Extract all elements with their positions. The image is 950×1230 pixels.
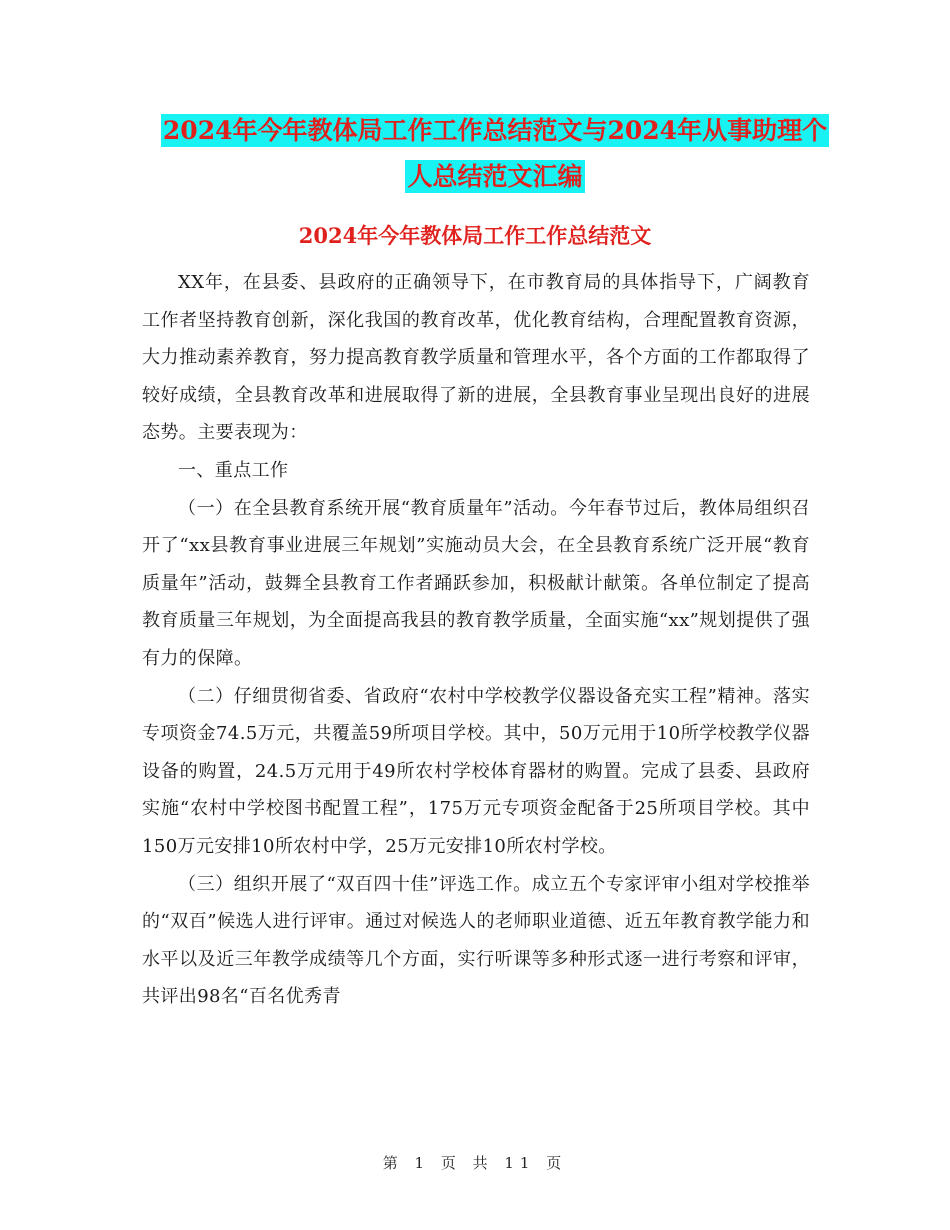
body-text: [142, 264, 810, 1016]
paragraph-heading-key-work: 一、重点工作: [178, 459, 289, 481]
page-footer: 第 1 页 共 11 页: [382, 1154, 568, 1172]
section-title: 2024年今年教体局工作工作总结范文: [298, 223, 652, 248]
document-title: [150, 108, 840, 200]
title-highlight: 2024年今年教体局工作工作总结范文与2024年从事助理个人总结范文汇编: [162, 116, 828, 191]
paragraph-intro: XX年，在县委、县政府的正确领导下，在市教育局的具体指导下，广阔教育工作者坚持教育创新，深化我国的教育改革，优化教育结构，合理配置教育资源，大力推动素养教育，努力提高教育教学质量和管理水平，各个方面的工作都取得了较好成绩，全县教育改革和进展取得了新的进展，全县教育事业呈现出良好的进展态势。主要表现为：: [142, 272, 810, 444]
paragraph-item-3: （三）组织开展了“双百四十佳”评选工作。成立五个专家评审小组对学校推举的“双百”候选人进行评审。通过对候选人的老师职业道德、近五年教育教学能力和水平以及近三年教学成绩等几个方面，实行听课等多种形式逐一进行考察和评审，共评出98名“百名优秀青: [142, 873, 810, 1008]
paragraph-item-1: （一）在全县教育系统开展“教育质量年”活动。今年春节过后，教体局组织召开了“xx县教育事业进展三年规划”实施动员大会，在全县教育系统广泛开展“教育质量年”活动，鼓舞全县教育工作者踊跃参加，积极献计献策。各单位制定了提高教育质量三年规划，为全面提高我县的教育教学质量，全面实施“xx”规划提供了强有力的保障。: [142, 497, 810, 669]
paragraph-item-2: （二）仔细贯彻省委、省政府“农村中学校教学仪器设备充实工程”精神。落实专项资金74.5万元，共覆盖59所项目学校。其中，50万元用于10所学校教学仪器设备的购置，24.5万元用于49所农村学校体育器材的购置。完成了县委、县政府实施“农村中学校图书配置工程”，175万元专项资金配备于25所项目学校。其中150万元安排10所农村中学，25万元安排10所农村学校。: [142, 685, 810, 857]
